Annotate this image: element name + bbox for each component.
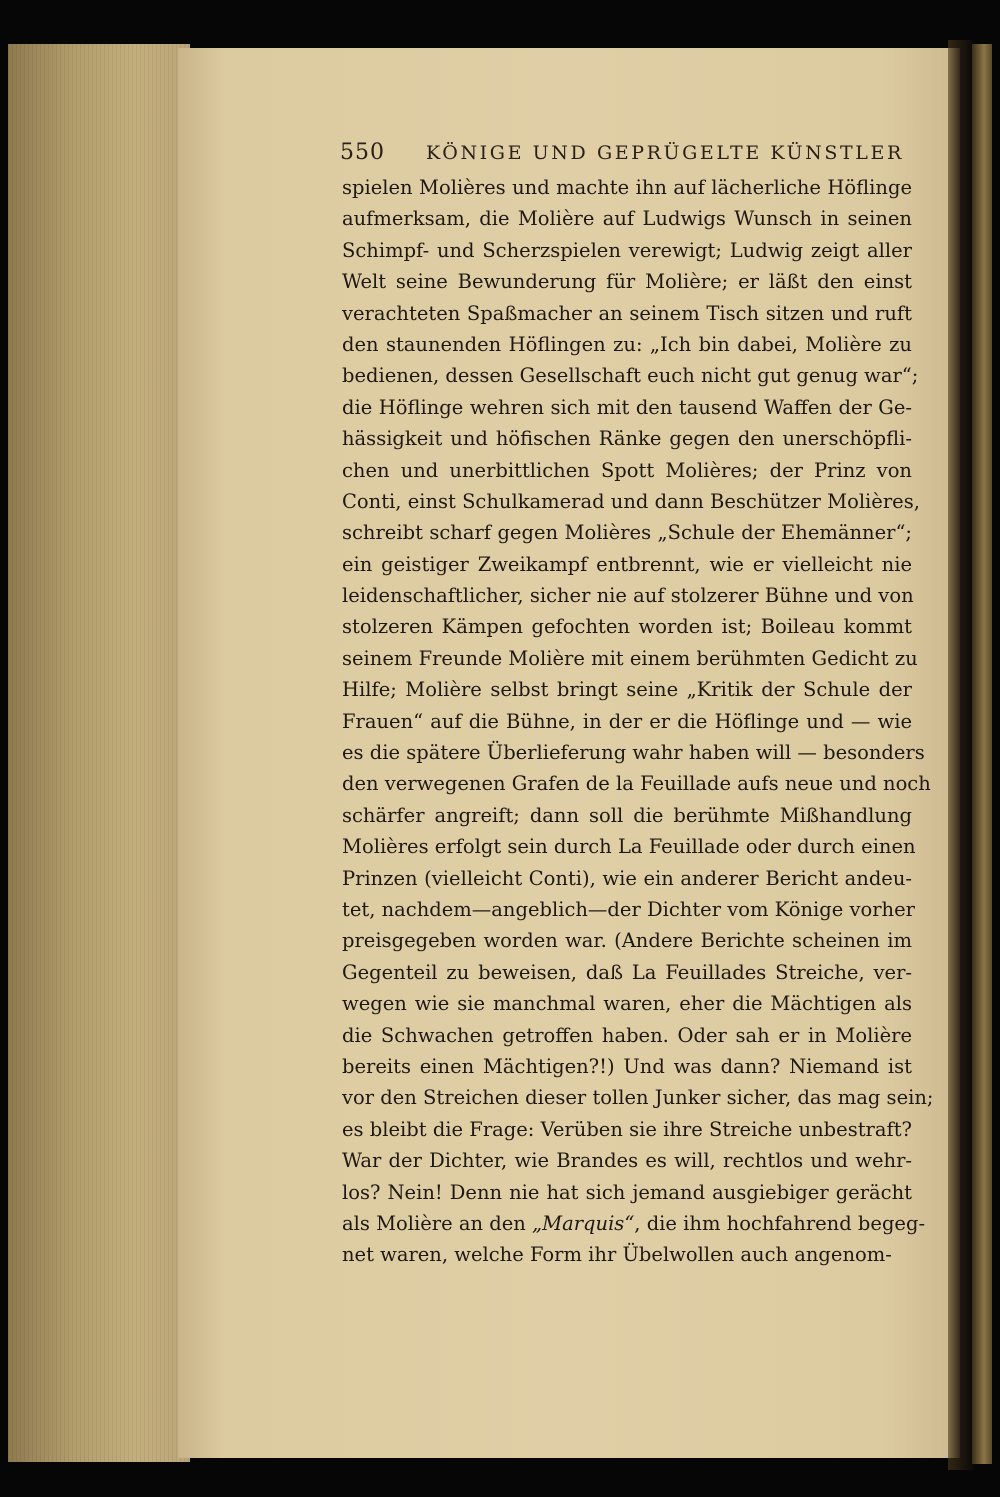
text-line: los? Nein! Denn nie hat sich jemand ausgiebiger gerächt bbox=[342, 1180, 912, 1204]
text-line: War der Dichter, wie Brandes es will, rechtlos und wehr- bbox=[342, 1149, 912, 1173]
book-page-edges bbox=[8, 44, 190, 1462]
facing-page-edge bbox=[972, 44, 992, 1464]
text-line: den staunenden Höflingen zu: „Ich bin dabei, Molière zu bbox=[342, 332, 912, 356]
text-line: Prinzen (vielleicht Conti), wie ein anderer Bericht andeu- bbox=[342, 866, 912, 890]
text-line: Hilfe; Molière selbst bringt seine „Kritik der Schule der bbox=[342, 678, 912, 702]
running-title: KÖNIGE UND GEPRÜGELTE KÜNSTLER bbox=[426, 142, 904, 164]
text-line: chen und unerbittlichen Spott Molières; der Prinz von bbox=[342, 458, 912, 482]
page-header bbox=[340, 140, 904, 170]
text-line: stolzeren Kämpen gefochten worden ist; Boileau kommt bbox=[342, 615, 912, 639]
page-edge-texture bbox=[8, 44, 190, 1462]
text-line: verachteten Spaßmacher an seinem Tisch sitzen und ruft bbox=[342, 301, 912, 325]
text-line: spielen Molières und machte ihn auf lächerliche Höflinge bbox=[342, 176, 912, 199]
text-line: hässigkeit und höfischen Ränke gegen den unerschöpfli- bbox=[342, 427, 912, 451]
text-line: tet, nachdem—angeblich—der Dichter vom Könige vorher bbox=[342, 897, 915, 921]
text-line: Gegenteil zu beweisen, daß La Feuillades Streiche, ver- bbox=[342, 960, 912, 984]
text-line: wegen wie sie manchmal waren, eher die Mächtigen als bbox=[342, 992, 912, 1016]
page-number: 550 bbox=[340, 140, 385, 165]
text-line: preisgegeben worden war. (Andere Berichte scheinen im bbox=[342, 929, 912, 953]
text-line: seinem Freunde Molière mit einem berühmten Gedicht zu bbox=[342, 646, 918, 670]
text-line: es die spätere Überlieferung wahr haben will — besonders bbox=[342, 741, 925, 765]
text-line: ein geistiger Zweikampf entbrennt, wie er vielleicht nie bbox=[342, 552, 912, 576]
text-line: die Höflinge wehren sich mit den tausend Waffen der Ge- bbox=[342, 395, 912, 419]
body-text bbox=[342, 172, 934, 1271]
spine-shadow bbox=[948, 40, 974, 1470]
text-line: die Schwachen getroffen haben. Oder sah er in Molière bbox=[342, 1023, 912, 1047]
text-line: Frauen“ auf die Bühne, in der er die Höflinge und — wie bbox=[342, 709, 912, 733]
text-line: Welt seine Bewunderung für Molière; er läßt den einst bbox=[342, 270, 912, 294]
text-line: vor den Streichen dieser tollen Junker sicher, das mag sein; bbox=[342, 1086, 934, 1110]
text-line: schreibt scharf gegen Molières „Schule der Ehemänner“; bbox=[342, 521, 912, 545]
text-line bbox=[342, 1208, 926, 1239]
text-line: bereits einen Mächtigen?!) Und was dann? Niemand ist bbox=[342, 1054, 912, 1078]
text-line: es bleibt die Frage: Verüben sie ihre Streiche unbestraft? bbox=[342, 1117, 912, 1141]
text-segment: als Molière an den bbox=[342, 1211, 533, 1235]
text-line: leidenschaftlicher, sicher nie auf stolzerer Bühne und von bbox=[342, 584, 914, 608]
text-line: aufmerksam, die Molière auf Ludwigs Wunsch in seinen bbox=[342, 207, 912, 231]
text-line: Conti, einst Schulkamerad und dann Beschützer Molières, bbox=[342, 489, 920, 513]
text-line: net waren, welche Form ihr Übelwollen auch angenom- bbox=[342, 1243, 892, 1267]
text-line: schärfer angreift; dann soll die berühmte Mißhandlung bbox=[342, 803, 912, 827]
text-line: Schimpf- und Scherzspielen verewigt; Ludwig zeigt aller bbox=[342, 238, 912, 262]
text-line: den verwegenen Grafen de la Feuillade aufs neue und noch bbox=[342, 772, 931, 796]
text-segment: , die ihm hochfahrend begeg- bbox=[634, 1211, 926, 1235]
italic-text-segment: „Marquis“ bbox=[532, 1211, 635, 1235]
text-line: Molières erfolgt sein durch La Feuillade oder durch einen bbox=[342, 835, 916, 859]
text-line: bedienen, dessen Gesellschaft euch nicht gut genug war“; bbox=[342, 364, 919, 388]
